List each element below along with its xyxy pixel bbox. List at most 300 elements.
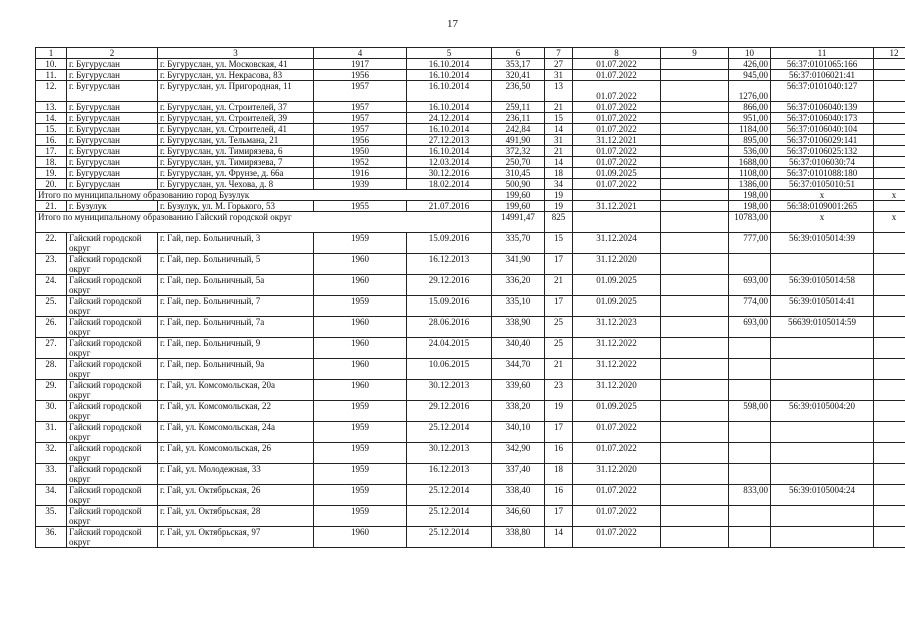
table-cell xyxy=(661,401,729,422)
table-cell: 56:39:0105004:24 xyxy=(771,485,874,506)
table-cell: 17 xyxy=(545,254,573,275)
table-row xyxy=(36,443,905,464)
table-cell: 1960 xyxy=(314,338,407,359)
table-cell: г. Гай, пер. Больничный, 7 xyxy=(158,296,314,317)
table-cell: 777,00 xyxy=(729,233,771,254)
table-cell: 01.07.2022 xyxy=(573,527,661,548)
subtotal-col9 xyxy=(661,190,729,201)
table-cell xyxy=(661,254,729,275)
table-cell: 17 xyxy=(545,296,573,317)
table-row xyxy=(36,464,905,485)
table-cell: 1960 xyxy=(314,359,407,380)
table-cell: 01.07.2022 xyxy=(573,102,661,113)
table-cell: 31.12.2022 xyxy=(573,359,661,380)
table-row xyxy=(36,146,905,157)
table-cell: Гайский городской округ xyxy=(67,506,158,527)
table-cell: 344,70 xyxy=(492,359,545,380)
subtotal-x2: х xyxy=(874,190,905,201)
table-cell: 340,40 xyxy=(492,338,545,359)
table-cell: 18. xyxy=(36,157,67,168)
table-cell: 56:38:0109001:265 xyxy=(771,201,874,212)
table-cell: 693,00 xyxy=(729,275,771,296)
table-cell: Гайский городской округ xyxy=(67,422,158,443)
table-cell: 25.12.2014 xyxy=(407,527,492,548)
table-row xyxy=(36,275,905,296)
column-number-header: 4 xyxy=(314,48,407,59)
table-cell: 31.12.2021 xyxy=(573,135,661,146)
housing-register-table xyxy=(35,47,905,548)
table-cell: 25 xyxy=(545,338,573,359)
column-number-header: 9 xyxy=(661,48,729,59)
table-cell: 320,41 xyxy=(492,70,545,81)
table-cell: 1959 xyxy=(314,443,407,464)
table-cell: 32. xyxy=(36,443,67,464)
table-cell: 19 xyxy=(545,201,573,212)
table-cell: 01.09.2025 xyxy=(573,168,661,179)
table-cell: 31.12.2020 xyxy=(573,464,661,485)
table-cell: 31 xyxy=(545,135,573,146)
table-cell: 338,40 xyxy=(492,485,545,506)
column-number-header: 6 xyxy=(492,48,545,59)
table-cell: г. Гай, пер. Больничный, 9 xyxy=(158,338,314,359)
table-cell: 01.07.2022 xyxy=(573,443,661,464)
table-cell: Гайский городской округ xyxy=(67,401,158,422)
table-cell xyxy=(661,233,729,254)
table-cell: 24. xyxy=(36,275,67,296)
table-cell: 335,10 xyxy=(492,296,545,317)
table-cell: 372,32 xyxy=(492,146,545,157)
table-cell: 491,90 xyxy=(492,135,545,146)
table-cell: 30. xyxy=(36,401,67,422)
table-row xyxy=(36,70,905,81)
table-cell: г. Бугуруслан xyxy=(67,70,158,81)
table-row xyxy=(36,81,905,102)
table-cell: 19 xyxy=(545,401,573,422)
table-cell: 336,20 xyxy=(492,275,545,296)
table-cell: 236,11 xyxy=(492,113,545,124)
table-cell: Гайский городской округ xyxy=(67,359,158,380)
table-cell: 21.07.2016 xyxy=(407,201,492,212)
table-row xyxy=(36,296,905,317)
subtotal-x1: х xyxy=(771,190,874,201)
table-cell xyxy=(661,275,729,296)
table-cell xyxy=(874,81,905,102)
table-cell: г. Гай, пер. Больничный, 3 xyxy=(158,233,314,254)
table-cell: 01.09.2025 xyxy=(573,275,661,296)
table-cell: Гайский городской округ xyxy=(67,296,158,317)
table-cell xyxy=(771,359,874,380)
table-cell: 18 xyxy=(545,464,573,485)
table-cell xyxy=(661,296,729,317)
table-cell: г. Гай, пер. Больничный, 5 xyxy=(158,254,314,275)
table-cell: 242,84 xyxy=(492,124,545,135)
table-cell: г. Гай, пер. Больничный, 5а xyxy=(158,275,314,296)
subtotal-count: 825 xyxy=(545,212,573,233)
column-number-header: 7 xyxy=(545,48,573,59)
table-cell: 30.12.2013 xyxy=(407,380,492,401)
table-cell xyxy=(661,506,729,527)
table-cell: 34 xyxy=(545,179,573,190)
subtotal-col9 xyxy=(661,212,729,233)
table-cell: г. Гай, ул. Комсомольская, 24а xyxy=(158,422,314,443)
table-row xyxy=(36,157,905,168)
table-cell: 951,00 xyxy=(729,113,771,124)
table-cell xyxy=(874,380,905,401)
table-cell: 56:37:0106029:141 xyxy=(771,135,874,146)
table-cell xyxy=(771,443,874,464)
table-cell: г. Гай, ул. Октябрьская, 97 xyxy=(158,527,314,548)
table-cell: 1950 xyxy=(314,146,407,157)
table-cell xyxy=(661,81,729,102)
table-cell xyxy=(661,179,729,190)
table-cell: 18.02.2014 xyxy=(407,179,492,190)
table-cell: 1959 xyxy=(314,485,407,506)
table-cell xyxy=(729,380,771,401)
table-cell xyxy=(874,254,905,275)
table-cell xyxy=(874,146,905,157)
table-cell: 1959 xyxy=(314,401,407,422)
table-cell: г. Бугуруслан, ул. Пригородная, 11 xyxy=(158,81,314,102)
table-cell xyxy=(661,113,729,124)
column-number-header: 1 xyxy=(36,48,67,59)
table-cell xyxy=(729,464,771,485)
table-cell: Гайский городской округ xyxy=(67,275,158,296)
table-row xyxy=(36,359,905,380)
table-cell: 346,60 xyxy=(492,506,545,527)
table-cell: 339,60 xyxy=(492,380,545,401)
table-cell: г. Бугуруслан, ул. Тимирязева, 7 xyxy=(158,157,314,168)
table-cell: г. Бузулук xyxy=(67,201,158,212)
table-cell: г. Бузулук, ул. М. Горького, 53 xyxy=(158,201,314,212)
table-cell: 1688,00 xyxy=(729,157,771,168)
table-cell: 14. xyxy=(36,113,67,124)
table-cell: 1939 xyxy=(314,179,407,190)
table-cell xyxy=(661,317,729,338)
table-cell: 1959 xyxy=(314,233,407,254)
subtotal-deadline xyxy=(573,212,661,233)
table-cell xyxy=(661,157,729,168)
table-cell: 1955 xyxy=(314,201,407,212)
table-cell: г. Бугуруслан xyxy=(67,113,158,124)
table-cell: 28.06.2016 xyxy=(407,317,492,338)
table-cell: 15. xyxy=(36,124,67,135)
table-cell: г. Бугуруслан xyxy=(67,135,158,146)
table-cell: Гайский городской округ xyxy=(67,485,158,506)
table-cell: Гайский городской округ xyxy=(67,380,158,401)
table-row xyxy=(36,401,905,422)
table-cell: 11. xyxy=(36,70,67,81)
table-cell xyxy=(661,146,729,157)
table-cell: 12.03.2014 xyxy=(407,157,492,168)
subtotal-area: 14991,47 xyxy=(492,212,545,233)
table-cell: г. Бугуруслан xyxy=(67,81,158,102)
table-cell: 16.10.2014 xyxy=(407,81,492,102)
table-cell xyxy=(661,338,729,359)
table-cell: 774,00 xyxy=(729,296,771,317)
table-cell xyxy=(874,359,905,380)
table-row xyxy=(36,485,905,506)
table-cell: 19. xyxy=(36,168,67,179)
table-cell: 01.07.2022 xyxy=(573,422,661,443)
table-cell: 01.09.2025 xyxy=(573,401,661,422)
table-cell: г. Бугуруслан xyxy=(67,146,158,157)
table-cell: 31 xyxy=(545,70,573,81)
table-cell: 866,00 xyxy=(729,102,771,113)
table-cell: г. Бугуруслан xyxy=(67,157,158,168)
table-cell: г. Бугуруслан, ул. Строителей, 39 xyxy=(158,113,314,124)
table-cell: 1957 xyxy=(314,81,407,102)
table-cell: г. Бугуруслан, ул. Строителей, 37 xyxy=(158,102,314,113)
table-row xyxy=(36,124,905,135)
table-cell: 15 xyxy=(545,233,573,254)
table-cell: 28. xyxy=(36,359,67,380)
table-cell xyxy=(874,527,905,548)
table-cell: 1960 xyxy=(314,317,407,338)
table-cell: 29. xyxy=(36,380,67,401)
table-cell: 338,80 xyxy=(492,527,545,548)
table-cell: 198,00 xyxy=(729,201,771,212)
table-cell: г. Бугуруслан xyxy=(67,59,158,70)
table-cell xyxy=(771,527,874,548)
table-cell xyxy=(729,527,771,548)
table-cell xyxy=(661,102,729,113)
table-cell xyxy=(771,422,874,443)
table-cell: 598,00 xyxy=(729,401,771,422)
column-number-header: 3 xyxy=(158,48,314,59)
table-cell: 693,00 xyxy=(729,317,771,338)
table-cell xyxy=(874,464,905,485)
table-cell: г. Бугуруслан, ул. Чехова, д. 8 xyxy=(158,179,314,190)
table-cell: 16.12.2013 xyxy=(407,254,492,275)
table-cell: 56:37:0106040:139 xyxy=(771,102,874,113)
table-cell: 31.12.2021 xyxy=(573,201,661,212)
table-cell xyxy=(729,359,771,380)
table-cell: 1959 xyxy=(314,464,407,485)
table-cell: 56:39:0105014:39 xyxy=(771,233,874,254)
table-row xyxy=(36,102,905,113)
table-cell xyxy=(874,179,905,190)
subtotal-x1: х xyxy=(771,212,874,233)
table-cell: 23 xyxy=(545,380,573,401)
table-cell: 01.07.2022 xyxy=(573,506,661,527)
table-cell: 21 xyxy=(545,359,573,380)
column-number-header: 2 xyxy=(67,48,158,59)
table-cell: 1276,00 xyxy=(729,81,771,102)
table-cell xyxy=(874,157,905,168)
table-row xyxy=(36,254,905,275)
table-cell: 14 xyxy=(545,527,573,548)
table-cell xyxy=(874,233,905,254)
table-cell: 426,00 xyxy=(729,59,771,70)
table-header-row xyxy=(36,48,905,59)
table-cell: 15.09.2016 xyxy=(407,296,492,317)
table-cell xyxy=(874,443,905,464)
table-cell: 01.07.2022 xyxy=(573,59,661,70)
table-cell: 30.12.2016 xyxy=(407,168,492,179)
table-cell: 342,90 xyxy=(492,443,545,464)
table-cell xyxy=(661,380,729,401)
table-cell: 13. xyxy=(36,102,67,113)
table-cell: 17 xyxy=(545,506,573,527)
table-cell: 22. xyxy=(36,233,67,254)
table-cell: г. Бугуруслан, ул. Строителей, 41 xyxy=(158,124,314,135)
table-cell: 13 xyxy=(545,81,573,102)
table-cell: 31.12.2024 xyxy=(573,233,661,254)
table-cell: 1959 xyxy=(314,296,407,317)
table-cell: 56:37:0106025:132 xyxy=(771,146,874,157)
subtotal-count: 19 xyxy=(545,190,573,201)
table-row xyxy=(36,527,905,548)
table-cell: 01.07.2022 xyxy=(573,157,661,168)
table-cell xyxy=(771,254,874,275)
table-cell: 340,10 xyxy=(492,422,545,443)
table-cell: г. Гай, пер. Больничный, 9а xyxy=(158,359,314,380)
table-cell xyxy=(771,506,874,527)
table-cell xyxy=(874,168,905,179)
table-cell: 337,40 xyxy=(492,464,545,485)
subtotal-label: Итого по муниципальному образованию Гайский городской округ xyxy=(36,212,492,233)
table-cell xyxy=(661,527,729,548)
table-cell: 25. xyxy=(36,296,67,317)
table-cell xyxy=(661,422,729,443)
table-cell: г. Бугуруслан, ул. Некрасова, 83 xyxy=(158,70,314,81)
table-cell: 25.12.2014 xyxy=(407,506,492,527)
table-cell xyxy=(661,59,729,70)
table-cell: г. Бугуруслан, ул. Московская, 41 xyxy=(158,59,314,70)
table-cell: 1917 xyxy=(314,59,407,70)
table-cell: г. Бугуруслан xyxy=(67,124,158,135)
table-cell: 31.12.2022 xyxy=(573,338,661,359)
table-cell: 20. xyxy=(36,179,67,190)
table-cell: 56639:0105014:59 xyxy=(771,317,874,338)
table-cell: г. Гай, пер. Больничный, 7а xyxy=(158,317,314,338)
column-number-header: 8 xyxy=(573,48,661,59)
table-cell: 500,90 xyxy=(492,179,545,190)
table-cell: 14 xyxy=(545,124,573,135)
table-cell: г. Гай, ул. Комсомольская, 26 xyxy=(158,443,314,464)
table-row xyxy=(36,135,905,146)
subtotal-label: Итого по муниципальному образованию город Бузулук xyxy=(36,190,492,201)
table-cell xyxy=(874,401,905,422)
table-cell: 01.07.2022 xyxy=(573,146,661,157)
table-cell: 29.12.2016 xyxy=(407,275,492,296)
table-cell: 1960 xyxy=(314,254,407,275)
table-cell xyxy=(874,275,905,296)
table-cell: 15.09.2016 xyxy=(407,233,492,254)
table-cell: 24.04.2015 xyxy=(407,338,492,359)
table-cell xyxy=(874,506,905,527)
table-cell: 16.12.2013 xyxy=(407,464,492,485)
table-cell: 16 xyxy=(545,485,573,506)
table-cell: 1960 xyxy=(314,275,407,296)
table-cell: 16 xyxy=(545,443,573,464)
table-cell xyxy=(874,485,905,506)
subtotal-row xyxy=(36,212,905,233)
table-cell xyxy=(874,422,905,443)
table-cell: 1957 xyxy=(314,113,407,124)
table-cell: г. Бугуруслан, ул. Тельмана, 21 xyxy=(158,135,314,146)
table-cell: Гайский городской округ xyxy=(67,233,158,254)
table-row xyxy=(36,317,905,338)
table-cell: 21 xyxy=(545,275,573,296)
table-cell: г. Бугуруслан, ул. Тимирязева, 6 xyxy=(158,146,314,157)
table-cell: 26. xyxy=(36,317,67,338)
table-cell xyxy=(874,59,905,70)
subtotal-row xyxy=(36,190,905,201)
table-cell: 1960 xyxy=(314,527,407,548)
table-cell: Гайский городской округ xyxy=(67,464,158,485)
table-cell: 10.06.2015 xyxy=(407,359,492,380)
table-cell: 945,00 xyxy=(729,70,771,81)
table-cell: 56:37:0106040:173 xyxy=(771,113,874,124)
table-cell: 25 xyxy=(545,317,573,338)
table-cell: 353,17 xyxy=(492,59,545,70)
table-cell: 30.12.2013 xyxy=(407,443,492,464)
table-cell: г. Гай, ул. Молодежная, 33 xyxy=(158,464,314,485)
table-cell: 1108,00 xyxy=(729,168,771,179)
table-cell: 21 xyxy=(545,102,573,113)
table-cell: Гайский городской округ xyxy=(67,443,158,464)
table-cell: 1957 xyxy=(314,102,407,113)
table-cell: г. Бугуруслан xyxy=(67,179,158,190)
table-cell: 236,50 xyxy=(492,81,545,102)
table-cell: 250,70 xyxy=(492,157,545,168)
subtotal-deadline xyxy=(573,190,661,201)
table-cell: 23. xyxy=(36,254,67,275)
table-cell: 56:39:0105014:41 xyxy=(771,296,874,317)
table-cell: 31. xyxy=(36,422,67,443)
table-cell: 27. xyxy=(36,338,67,359)
table-cell: 536,00 xyxy=(729,146,771,157)
table-cell: 341,90 xyxy=(492,254,545,275)
table-cell: 34. xyxy=(36,485,67,506)
table-cell: 1960 xyxy=(314,380,407,401)
table-cell: 56:37:0106030:74 xyxy=(771,157,874,168)
column-number-header: 10 xyxy=(729,48,771,59)
table-cell: Гайский городской округ xyxy=(67,527,158,548)
table-cell: 56:39:0105004:20 xyxy=(771,401,874,422)
table-cell: 16.10.2014 xyxy=(407,146,492,157)
table-cell: г. Бугуруслан, ул. Фрунзе, д. 66а xyxy=(158,168,314,179)
table-cell: 16.10.2014 xyxy=(407,59,492,70)
table-cell: 27 xyxy=(545,59,573,70)
table-cell: 01.07.2022 xyxy=(573,70,661,81)
table-cell: 259,11 xyxy=(492,102,545,113)
table-cell: 24.12.2014 xyxy=(407,113,492,124)
table-cell xyxy=(771,338,874,359)
table-cell: 56:39:0105014:58 xyxy=(771,275,874,296)
column-number-header: 12 xyxy=(874,48,905,59)
table-cell xyxy=(874,201,905,212)
table-cell: г. Бугуруслан xyxy=(67,168,158,179)
table-cell: 12. xyxy=(36,81,67,102)
table-cell: 56:37:0106021:41 xyxy=(771,70,874,81)
table-cell: 01.07.2022 xyxy=(573,485,661,506)
table-cell: 1959 xyxy=(314,422,407,443)
table-cell: 16.10.2014 xyxy=(407,124,492,135)
column-number-header: 5 xyxy=(407,48,492,59)
table-cell xyxy=(661,70,729,81)
table-cell: 25.12.2014 xyxy=(407,422,492,443)
table-cell xyxy=(661,443,729,464)
table-cell xyxy=(771,464,874,485)
table-row xyxy=(36,233,905,254)
subtotal-sum: 10783,00 xyxy=(729,212,771,233)
table-cell: 01.07.2022 xyxy=(573,124,661,135)
table-cell: 1959 xyxy=(314,506,407,527)
table-cell: Гайский городской округ xyxy=(67,317,158,338)
table-cell xyxy=(661,201,729,212)
